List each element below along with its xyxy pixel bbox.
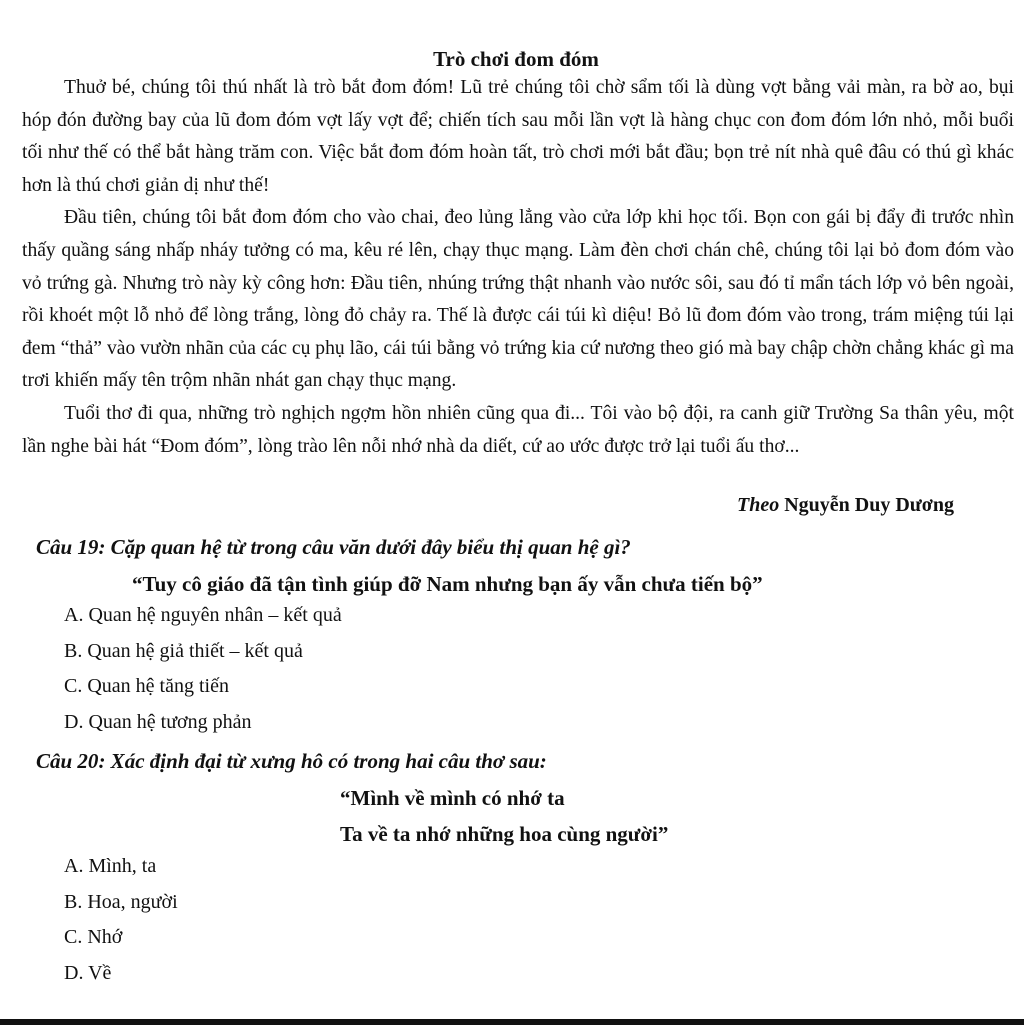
- question-19-number: Câu 19: [36, 535, 99, 559]
- question-19-options: [64, 598, 342, 740]
- reading-passage: [22, 72, 1014, 463]
- question-20-option-b: B. Hoa, người: [64, 890, 178, 913]
- question-19-heading: [36, 532, 631, 562]
- passage-title: Trò chơi đom đóm: [433, 47, 599, 71]
- passage-paragraph-2: Đầu tiên, chúng tôi bắt đom đóm cho vào chai, đeo lủng lẳng vào cửa lớp khi học tối. Bọn con gái bị đẩy đi trước nhìn thấy quầng sáng nhấp nháy tưởng có ma, kêu ré lên, chạy thục mạng. Làm đèn chơi chán chê, chúng tôi lại bỏ đom đóm vào vỏ trứng gà. Nhưng trò này kỳ công hơn: Đầu tiên, nhúng trứng thật nhanh vào nước sôi, sau đó tỉ mẩn tách lớp vỏ bên ngoài, rồi khoét một lỗ nhỏ để lòng trắng, lòng đỏ chảy ra. Thế là được cái túi kì diệu! Bỏ lũ đom đóm vào trong, trám miệng túi lại đem “thả” vào vườn nhãn của các cụ phụ lão, cái túi bằng vỏ trứng kia cứ nương theo gió mà bay chập chờn chẳng khác gì ma trơi khiến mấy tên trộm nhãn nhát gan chạy thục mạng.: [22, 207, 1014, 392]
- question-20-option-d: D. Về: [64, 961, 112, 984]
- question-20-quote-line-1: “Mình về mình có nhớ ta: [340, 786, 565, 810]
- bottom-divider: [0, 1019, 1024, 1025]
- passage-paragraph-3: Tuổi thơ đi qua, những trò nghịch ngợm hồn nhiên cũng qua đi... Tôi vào bộ đội, ra canh giữ Trường Sa thân yêu, một lần nghe bài hát “Đom đóm”, lòng trào lên nỗi nhớ nhà da diết, cứ ao ước được trở lại tuổi ấu thơ...: [22, 402, 1014, 457]
- passage-source: [737, 490, 954, 520]
- source-author: Nguyễn Duy Dương: [784, 494, 954, 516]
- passage-paragraph-1: Thuở bé, chúng tôi thú nhất là trò bắt đom đóm! Lũ trẻ chúng tôi chờ sẩm tối là dùng vợt bằng vải màn, ra bờ ao, bụi hóp đón đường bay của lũ đom đóm vợt lấy vợt để; chiến tích sau mỗi lần vợt là hàng chục con đom đóm lớn nhỏ, mỗi buổi tối như thế có thể bắt hàng trăm con. Việc bắt đom đóm hoàn tất, trò chơi mới bắt đầu; bọn trẻ nít nhà quê đâu có thú gì khác hơn là thú chơi giản dị như thế!: [22, 77, 1014, 196]
- question-20-options: [64, 849, 178, 991]
- question-19-option-b: B. Quan hệ giả thiết – kết quả: [64, 639, 303, 662]
- question-20-quote-line-2: Ta về ta nhớ những hoa cùng người”: [340, 822, 669, 846]
- question-20-heading: [36, 746, 547, 776]
- question-20-option-c: C. Nhớ: [64, 926, 123, 948]
- question-20-number: Câu 20: [36, 749, 99, 773]
- source-prefix: Theo: [737, 494, 780, 516]
- question-19-quote: “Tuy cô giáo đã tận tình giúp đỡ Nam nhưng bạn ấy vẫn chưa tiến bộ”: [132, 572, 763, 596]
- question-19-option-c: C. Quan hệ tăng tiến: [64, 675, 229, 697]
- question-19-text: : Cặp quan hệ từ trong câu văn dưới đây biểu thị quan hệ gì?: [98, 535, 631, 559]
- question-19-option-d: D. Quan hệ tương phản: [64, 710, 252, 733]
- question-19-option-a: A. Quan hệ nguyên nhân – kết quả: [64, 604, 342, 626]
- question-20-text: : Xác định đại từ xưng hô có trong hai câu thơ sau:: [98, 749, 547, 773]
- question-20-option-a: A. Mình, ta: [64, 855, 157, 877]
